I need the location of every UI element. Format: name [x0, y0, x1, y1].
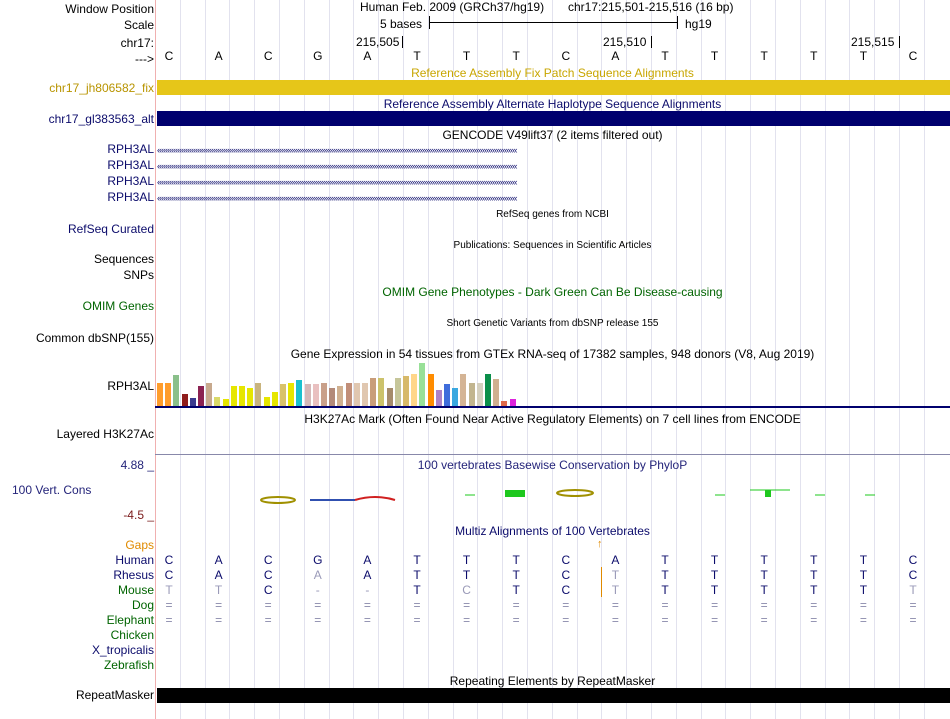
gtex-tissue-bar[interactable] [485, 374, 491, 407]
alignment-base: C [908, 553, 918, 567]
ruler-base: A [214, 49, 223, 63]
repeatmasker-bar[interactable] [157, 688, 950, 703]
alignment-base: T [413, 583, 421, 597]
h3k27ac-baseline [155, 454, 950, 455]
alignment-base: T [760, 583, 768, 597]
alignment-base: T [760, 553, 768, 567]
species-label[interactable]: Zebrafish [103, 658, 154, 672]
position-text[interactable]: chr17:215,501-215,516 (16 bp) [568, 0, 734, 14]
alignment-base: C [561, 553, 571, 567]
alignment-base: = [810, 598, 818, 612]
alignment-base: T [611, 568, 620, 582]
alignment-base: T [810, 553, 818, 567]
alignment-base: T [810, 568, 818, 582]
alignment-base: = [165, 613, 173, 627]
alignment-base: = [760, 613, 768, 627]
alignment-base: A [214, 553, 223, 567]
gtex-tissue-bar[interactable] [354, 383, 360, 407]
gtex-tissue-bar[interactable] [206, 383, 212, 407]
alignment-base: A [363, 568, 372, 582]
alignment-base: A [363, 553, 372, 567]
ruler-tick-label: 215,505 [356, 35, 400, 49]
gtex-tissue-bar[interactable] [444, 384, 450, 407]
gtex-bar-chart[interactable] [157, 362, 537, 407]
scale-bar [429, 22, 677, 23]
phylop-track-title[interactable]: 100 vertebrates Basewise Conservation by PhyloP [417, 458, 688, 472]
alignment-base: C [164, 553, 174, 567]
gencode-item-label[interactable]: RPH3AL [107, 190, 154, 204]
pubs-track-title[interactable]: Publications: Sequences in Scientific Articles [453, 240, 652, 251]
gtex-tissue-bar[interactable] [255, 383, 261, 407]
scale-bar-right [677, 16, 678, 29]
gtex-tissue-bar[interactable] [280, 384, 286, 407]
ruler-tick-label: 215,515 [851, 35, 895, 49]
phylop-bar [505, 490, 525, 497]
gencode-transcript[interactable]: ‹‹‹‹‹‹‹‹‹‹‹‹‹‹‹‹‹‹‹‹‹‹‹‹‹‹‹‹‹‹‹‹‹‹‹‹‹‹‹‹‹‹‹‹‹‹‹‹‹‹‹‹‹‹‹‹‹‹‹‹‹‹‹‹‹‹‹‹‹‹‹‹‹‹‹‹‹‹‹‹‹‹‹‹‹‹‹‹‹‹‹‹‹‹‹‹‹‹‹‹‹‹‹‹‹‹‹‹‹‹‹‹‹‹‹‹‹‹‹‹‹‹‹‹‹‹‹‹‹‹‹‹‹‹‹‹‹‹‹‹‹‹‹‹‹‹‹‹‹‹‹‹‹‹‹‹‹‹‹‹‹‹‹‹‹‹‹‹‹‹‹‹‹‹‹‹‹‹‹‹ [157, 177, 517, 187]
gtex-tissue-bar[interactable] [436, 390, 442, 407]
alignment-base: = [810, 613, 818, 627]
alignment-base: = [661, 598, 669, 612]
ruler-base: T [661, 49, 669, 63]
ruler-base: T [760, 49, 768, 63]
gtex-tissue-bar[interactable] [231, 386, 237, 407]
alignment-base: = [909, 613, 917, 627]
alignment-base: = [463, 613, 471, 627]
gtex-tissue-bar[interactable] [165, 383, 171, 407]
alignment-base: T [611, 583, 620, 597]
gtex-tissue-bar[interactable] [403, 376, 409, 407]
alignment-base: A [611, 553, 620, 567]
alignment-base: = [314, 598, 322, 612]
pubs-snps-label[interactable]: SNPs [123, 268, 154, 282]
alignment-base: T [859, 583, 868, 597]
alignment-base: T [512, 553, 520, 567]
alignment-base: = [859, 598, 867, 612]
alignment-base: T [909, 583, 917, 597]
scale-label: Scale [123, 18, 154, 32]
gtex-tissue-bar[interactable] [452, 388, 458, 407]
gtex-tissue-bar[interactable] [337, 386, 343, 407]
alignment-base: = [413, 598, 421, 612]
gap-marker-icon: ↑ [597, 538, 603, 550]
ruler-base: T [710, 49, 719, 63]
phylop-graph[interactable] [155, 480, 950, 510]
refseq-label[interactable]: RefSeq Curated [67, 222, 154, 236]
phylop-max-label: 4.88 _ [120, 458, 154, 472]
phylop-feature [355, 497, 395, 500]
alignment-base: C [561, 583, 571, 597]
dbsnp-track-title[interactable]: Short Genetic Variants from dbSNP release 155 [446, 318, 659, 329]
alignment-base: = [611, 613, 619, 627]
ruler-tick [651, 36, 652, 48]
gtex-tissue-bar[interactable] [313, 384, 319, 407]
alignment-base: C [263, 583, 273, 597]
dbsnp-label[interactable]: Common dbSNP(155) [35, 331, 154, 345]
gtex-tissue-bar[interactable] [419, 363, 425, 407]
alignment-base: = [264, 598, 272, 612]
ruler-base: T [810, 49, 818, 63]
alignment-base: T [661, 568, 669, 582]
gtex-tissue-bar[interactable] [370, 378, 376, 407]
fix-patch-bar[interactable] [157, 80, 950, 95]
gtex-tissue-bar[interactable] [157, 383, 163, 407]
fix-patch-track-title[interactable]: Reference Assembly Fix Patch Sequence Alignments [411, 66, 694, 80]
ruler-base: T [462, 49, 471, 63]
species-label[interactable]: X_tropicalis [91, 643, 154, 657]
alt-hap-label[interactable]: chr17_gl383563_alt [48, 112, 154, 126]
assembly-title: Human Feb. 2009 (GRCh37/hg19) [360, 0, 545, 14]
ruler-base: C [908, 49, 918, 63]
ruler-base: T [512, 49, 520, 63]
alignment-base: T [165, 583, 173, 597]
gtex-tissue-bar[interactable] [362, 383, 368, 407]
gtex-tissue-bar[interactable] [395, 378, 401, 407]
ruler-tick-label: 215,510 [603, 35, 647, 49]
gtex-tissue-bar[interactable] [305, 384, 311, 407]
gtex-tissue-bar[interactable] [296, 380, 302, 407]
alignment-base: = [760, 598, 768, 612]
species-label[interactable]: Human [115, 553, 154, 567]
species-label[interactable]: Dog [131, 598, 154, 612]
alignment-base: C [263, 553, 273, 567]
alignment-base: = [314, 613, 322, 627]
gtex-gene-bar[interactable] [155, 406, 950, 408]
gtex-tissue-bar[interactable] [272, 392, 278, 407]
gtex-tissue-bar[interactable] [428, 374, 434, 407]
ruler-tick [899, 36, 900, 48]
ruler-base: A [363, 49, 372, 63]
alignment-base: = [215, 598, 223, 612]
gtex-tissue-bar[interactable] [198, 386, 204, 407]
ruler-base: C [164, 49, 174, 63]
ruler-base: C [561, 49, 571, 63]
alt-hap-track-title[interactable]: Reference Assembly Alternate Haplotype Sequence Alignments [383, 97, 722, 111]
gtex-tissue-bar[interactable] [173, 375, 179, 407]
gtex-tissue-bar[interactable] [378, 378, 384, 407]
gtex-tissue-bar[interactable] [493, 379, 499, 407]
scale-text: 5 bases [380, 17, 423, 31]
alignment-base: = [215, 613, 223, 627]
gap-insert-line [601, 567, 602, 597]
alignment-base: T [413, 553, 421, 567]
alignment-base: T [512, 583, 520, 597]
phylop-feature [557, 490, 593, 496]
gtex-tissue-bar[interactable] [247, 388, 253, 407]
window-position-label: Window Position [65, 2, 154, 16]
db-name: hg19 [685, 17, 712, 31]
alignment-base: = [909, 598, 917, 612]
gencode-transcript[interactable]: ‹‹‹‹‹‹‹‹‹‹‹‹‹‹‹‹‹‹‹‹‹‹‹‹‹‹‹‹‹‹‹‹‹‹‹‹‹‹‹‹‹‹‹‹‹‹‹‹‹‹‹‹‹‹‹‹‹‹‹‹‹‹‹‹‹‹‹‹‹‹‹‹‹‹‹‹‹‹‹‹‹‹‹‹‹‹‹‹‹‹‹‹‹‹‹‹‹‹‹‹‹‹‹‹‹‹‹‹‹‹‹‹‹‹‹‹‹‹‹‹‹‹‹‹‹‹‹‹‹‹‹‹‹‹‹‹‹‹‹‹‹‹‹‹‹‹‹‹‹‹‹‹‹‹‹‹‹‹‹‹‹‹‹‹‹‹‹‹‹‹‹‹‹‹‹‹‹‹‹‹ [157, 161, 517, 171]
alignment-base: - [365, 583, 370, 597]
gtex-tissue-bar[interactable] [329, 388, 335, 407]
gencode-item-label[interactable]: RPH3AL [107, 174, 154, 188]
gtex-tissue-bar[interactable] [387, 388, 393, 407]
alignment-base: C [462, 583, 471, 597]
alignment-base: = [711, 598, 719, 612]
gtex-tissue-bar[interactable] [288, 383, 294, 407]
gencode-transcript[interactable]: ‹‹‹‹‹‹‹‹‹‹‹‹‹‹‹‹‹‹‹‹‹‹‹‹‹‹‹‹‹‹‹‹‹‹‹‹‹‹‹‹‹‹‹‹‹‹‹‹‹‹‹‹‹‹‹‹‹‹‹‹‹‹‹‹‹‹‹‹‹‹‹‹‹‹‹‹‹‹‹‹‹‹‹‹‹‹‹‹‹‹‹‹‹‹‹‹‹‹‹‹‹‹‹‹‹‹‹‹‹‹‹‹‹‹‹‹‹‹‹‹‹‹‹‹‹‹‹‹‹‹‹‹‹‹‹‹‹‹‹‹‹‹‹‹‹‹‹‹‹‹‹‹‹‹‹‹‹‹‹‹‹‹‹‹‹‹‹‹‹‹‹‹‹‹‹‹‹‹‹‹ [157, 145, 517, 155]
alignment-base: = [562, 598, 570, 612]
alignment-base: C [908, 568, 918, 582]
omim-label[interactable]: OMIM Genes [82, 299, 154, 313]
species-label[interactable]: Chicken [110, 628, 154, 642]
gtex-track-title[interactable]: Gene Expression in 54 tissues from GTEx RNA-seq of 17382 samples, 948 donors (V8, Aug 2019) [290, 347, 815, 361]
ruler-base: T [413, 49, 421, 63]
alignment-base: = [711, 613, 719, 627]
gtex-tissue-bar[interactable] [411, 374, 417, 407]
alignment-base: T [810, 583, 818, 597]
alignment-base: = [859, 613, 867, 627]
ruler-base: G [313, 49, 323, 63]
phylop-bar [765, 490, 771, 497]
alignment-base: T [710, 583, 719, 597]
gaps-label[interactable]: Gaps [125, 538, 154, 552]
alignment-base: C [561, 568, 571, 582]
alignment-base: T [462, 553, 471, 567]
ruler-base: A [611, 49, 620, 63]
gencode-item-label[interactable]: RPH3AL [107, 158, 154, 172]
h3k27ac-track-title[interactable]: H3K27Ac Mark (Often Found Near Active Regulatory Elements) on 7 cell lines from ENCODE [304, 412, 801, 426]
alignment-base: G [313, 553, 323, 567]
alignment-base: = [512, 613, 520, 627]
fix-patch-label[interactable]: chr17_jh806582_fix [49, 81, 154, 95]
alignment-base: T [859, 553, 868, 567]
species-label[interactable]: Elephant [106, 613, 154, 627]
repeatmasker-track-title[interactable]: Repeating Elements by RepeatMasker [449, 674, 656, 688]
ruler-base: C [263, 49, 273, 63]
alignment-base: T [661, 583, 669, 597]
gtex-tissue-bar[interactable] [460, 374, 466, 407]
gencode-item-label[interactable]: RPH3AL [107, 142, 154, 156]
strand-arrow-label: ---> [135, 52, 154, 66]
alignment-base: T [760, 568, 768, 582]
alignment-base: A [313, 568, 322, 582]
alignment-base: C [263, 568, 273, 582]
phylop-min-label: -4.5 _ [123, 508, 154, 522]
species-label[interactable]: Rhesus [113, 568, 154, 582]
gtex-tissue-bar[interactable] [239, 386, 245, 407]
alignment-base: = [165, 598, 173, 612]
species-label[interactable]: Mouse [117, 583, 154, 597]
gtex-tissue-bar[interactable] [321, 383, 327, 407]
alignment-base: C [164, 568, 174, 582]
alignment-base: = [363, 613, 371, 627]
alignment-base: T [661, 553, 669, 567]
alignment-base: T [214, 583, 223, 597]
alignment-base: = [562, 613, 570, 627]
ruler-base: T [859, 49, 868, 63]
alignment-base: = [661, 613, 669, 627]
gencode-track-title[interactable]: GENCODE V49lift37 (2 items filtered out) [442, 128, 663, 142]
alt-hap-bar[interactable] [157, 111, 950, 126]
alignment-base: T [462, 568, 471, 582]
alignment-base: T [710, 553, 719, 567]
alignment-base: T [710, 568, 719, 582]
alignment-base: = [512, 598, 520, 612]
alignment-base: = [264, 613, 272, 627]
alignment-base: = [611, 598, 619, 612]
alignment-base: T [413, 568, 421, 582]
alignment-base: T [512, 568, 520, 582]
gtex-tissue-bar[interactable] [477, 383, 483, 407]
alignment-base: = [413, 613, 421, 627]
alignment-base: = [363, 598, 371, 612]
multiz-track-title[interactable]: Multiz Alignments of 100 Vertebrates [455, 524, 650, 538]
gtex-tissue-bar[interactable] [469, 383, 475, 407]
chrom-label: chr17: [120, 36, 154, 50]
repeatmasker-label[interactable]: RepeatMasker [75, 688, 154, 702]
phylop-label[interactable]: 100 Vert. Cons [12, 483, 92, 497]
phylop-feature [261, 497, 295, 503]
alignment-base: T [859, 568, 868, 582]
gtex-label[interactable]: RPH3AL [107, 379, 154, 393]
omim-track-title[interactable]: OMIM Gene Phenotypes - Dark Green Can Be Disease-causing [382, 285, 723, 299]
alignment-base: - [315, 583, 320, 597]
ruler-tick [402, 36, 403, 48]
pubs-sequences-label[interactable]: Sequences [93, 252, 154, 266]
alignment-base: = [463, 598, 471, 612]
h3k27ac-label[interactable]: Layered H3K27Ac [56, 427, 154, 441]
gencode-transcript[interactable]: ‹‹‹‹‹‹‹‹‹‹‹‹‹‹‹‹‹‹‹‹‹‹‹‹‹‹‹‹‹‹‹‹‹‹‹‹‹‹‹‹‹‹‹‹‹‹‹‹‹‹‹‹‹‹‹‹‹‹‹‹‹‹‹‹‹‹‹‹‹‹‹‹‹‹‹‹‹‹‹‹‹‹‹‹‹‹‹‹‹‹‹‹‹‹‹‹‹‹‹‹‹‹‹‹‹‹‹‹‹‹‹‹‹‹‹‹‹‹‹‹‹‹‹‹‹‹‹‹‹‹‹‹‹‹‹‹‹‹‹‹‹‹‹‹‹‹‹‹‹‹‹‹‹‹‹‹‹‹‹‹‹‹‹‹‹‹‹‹‹‹‹‹‹‹‹‹‹‹‹‹ [157, 193, 517, 203]
gtex-tissue-bar[interactable] [346, 383, 352, 407]
alignment-base: A [214, 568, 223, 582]
refseq-track-title[interactable]: RefSeq genes from NCBI [496, 209, 609, 220]
